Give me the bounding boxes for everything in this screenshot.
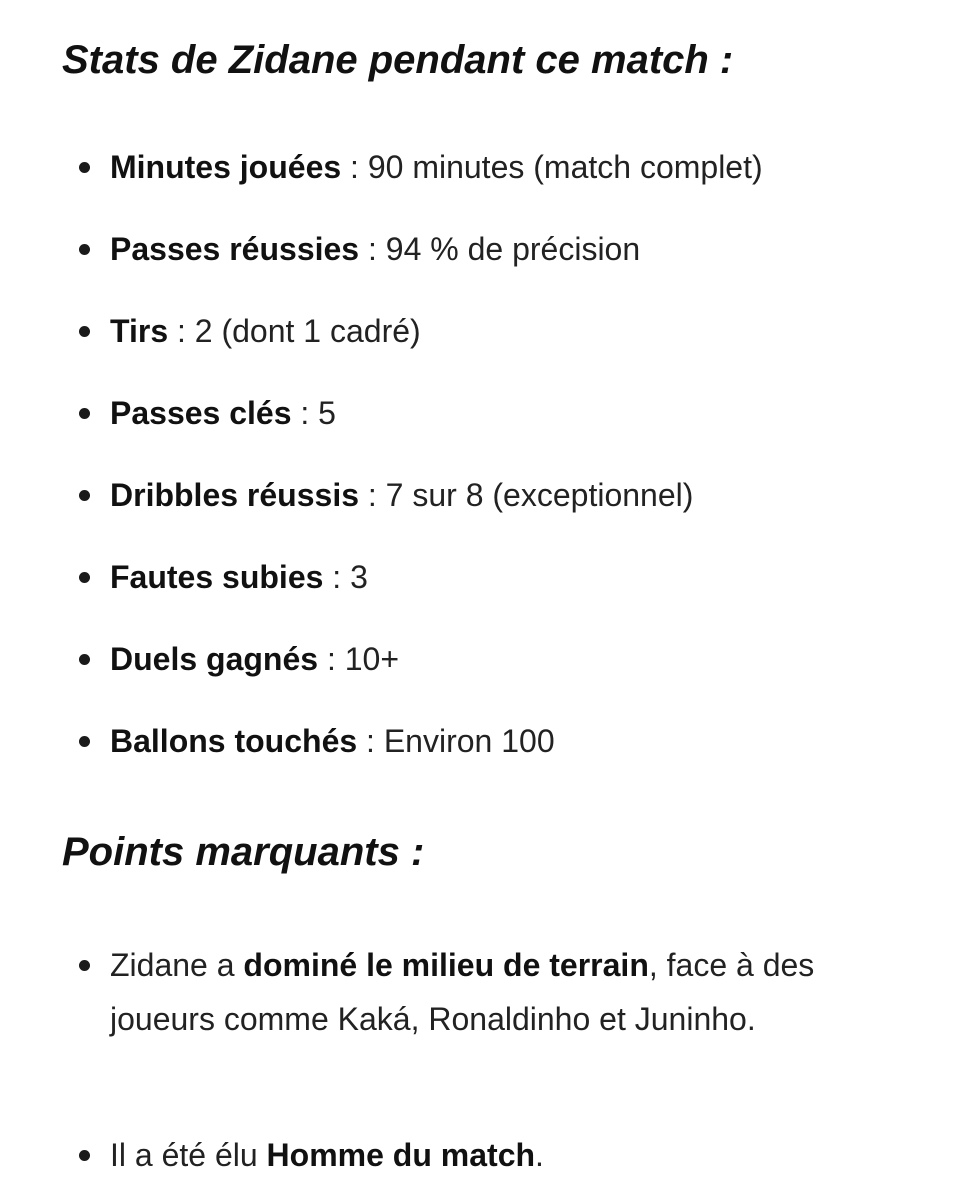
point-item (0, 938, 973, 1128)
stat-item-dribbles (0, 470, 973, 552)
bullet-icon (79, 408, 90, 419)
stat-text (110, 470, 693, 520)
stat-label: Fautes subies (110, 559, 324, 595)
stat-text (110, 552, 368, 602)
bullet-icon (79, 326, 90, 337)
stats-heading: Stats de Zidane pendant ce match : (62, 38, 734, 82)
bullet-icon (79, 244, 90, 255)
point-text-before: Il a été élu (110, 1137, 267, 1173)
stat-label: Passes clés (110, 395, 292, 431)
bullet-icon (79, 162, 90, 173)
bullet-icon (79, 572, 90, 583)
stat-value: : 94 % de précision (359, 231, 641, 267)
stat-text (110, 634, 399, 684)
points-heading: Points marquants : (62, 830, 425, 874)
stat-item-passes-cles (0, 388, 973, 470)
stat-value: : 2 (dont 1 cadré) (168, 313, 421, 349)
bullet-icon (79, 736, 90, 747)
stat-value: : 90 minutes (match complet) (341, 149, 763, 185)
stat-item-duels (0, 634, 973, 716)
stat-label: Minutes jouées (110, 149, 342, 185)
stat-item-ballons (0, 716, 973, 798)
stat-text (110, 388, 336, 438)
point-text-bold: dominé le milieu de terrain (243, 947, 649, 983)
stat-text (110, 716, 555, 766)
stat-item-tirs (0, 306, 973, 388)
stat-text (110, 306, 421, 356)
point-item (0, 1128, 973, 1188)
point-text-before: Zidane a (110, 947, 244, 983)
stats-list (0, 142, 973, 798)
stat-value: : Environ 100 (357, 723, 555, 759)
stat-item-fautes (0, 552, 973, 634)
stat-label: Ballons touchés (110, 723, 358, 759)
stat-item-minutes (0, 142, 973, 224)
stat-label: Tirs (110, 313, 169, 349)
stat-text (110, 224, 640, 274)
stat-text (110, 142, 763, 192)
stat-value: : 7 sur 8 (exceptionnel) (359, 477, 694, 513)
bullet-icon (79, 1150, 90, 1161)
point-text-bold: Homme du match (266, 1137, 536, 1173)
points-list (0, 938, 973, 1188)
bullet-icon (79, 654, 90, 665)
stat-value: : 10+ (318, 641, 400, 677)
stat-label: Passes réussies (110, 231, 360, 267)
stat-item-passes (0, 224, 973, 306)
point-text-after: . (535, 1137, 544, 1173)
stat-label: Duels gagnés (110, 641, 319, 677)
stat-value: : 3 (323, 559, 368, 595)
point-text-after: , face à des joueurs comme Kaká, Ronaldinho et Juninho. (110, 947, 815, 1037)
bullet-icon (79, 960, 90, 971)
stat-label: Dribbles réussis (110, 477, 359, 513)
stat-value: : 5 (291, 395, 336, 431)
bullet-icon (79, 490, 90, 501)
